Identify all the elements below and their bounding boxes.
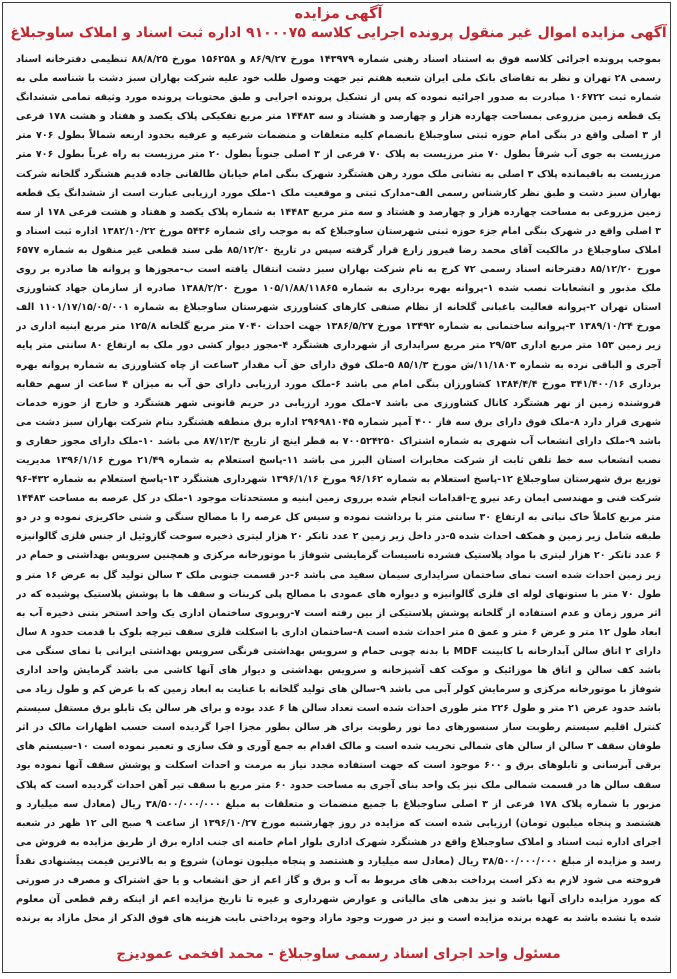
notice-title: آگهی مزایده (294, 6, 383, 22)
notice-body: بموجب پرونده اجرائی کلاسه فوق به استناد اسناد رهنی شماره ۱۴۳۹۷۹ مورخ ۸۶/۹/۲۷ و ۱۵۶۲۵۸ مورخ ۸۸/۸/۲۵ تنظیمی دفترخانه اسناد رسمی ۲۸ تهران و نظر به تقاضای بانک ملی ایران شعبه هفتم تیر جهت وصول طلب خود علیه شرکت بهاران سبز دشت با شناسه ملی به شماره ثبت ۱۰۶۷۲۲ مبادرت به صدور اجرائیه نموده که پس از تشکیل پرونده اجرایی و طبق محتویات پرونده مورد وثیقه تمامی ششدانگ یک قطعه زمین مزروعی بمساحت چهارده هزار و چهارصد و هشتاد و سه ۱۴۴۸۳ متر مربع تفکیکی پلاک یکصد و هفتاد و هشت ۱۷۸ فرعی از ۳ اصلی واقع در بنگی امام حوزه ثبتی ساوجبلاغ بانضمام کلیه متعلقات و منضمات شرعیه و عرفیه بحدود اربعه شمالاً بطول ۷۰۶ متر مرزیست به جوی آب شرقاً بطول ۷۰ متر مرزیست به پلاک ۷۰ فرعی از ۳ اصلی جنوباً بطول ۲۰ متر مرزیست به راه غرباً بطول ۷۰۶ متر مرزیست به باقیمانده پلاک ۳ اصلی به نشانی ملک مورد رهن هشتگرد شهرک بنگی امام خیابان طالقانی جاده قدیم هشتگرد گلخانه شرکت بهاران سبز دشت و طبق نظر کارشناس رسمی الف-مدارک ثبتی و موقعیت ملک ۱-ملک مورد ارزیابی عبارت است از ششدانگ یک قطعه زمین مزروعی به مساحت چهارده هزار و چهارصد و هشتاد و سه متر مربع ۱۴۴۸۳ به شماره پلاک یکصد و هفتاد و هشت فرعی ۱۷۸ از سه ۳ اصلی واقع در شهرک بنگی امام جزء حوزه ثبتی شهرستان ساوجبلاغ که به موجب رای شماره ۵۴۳۶ مورخ ۱۳۸۲/۱۰/۲۲ اداره ثبت اسناد و املاک ساوجبلاغ در مالکیت آقای محمد رضا فیروز زارع قرار گرفته سپس در تاریخ ۸۵/۱۲/۲۰ طی سند قطعی غیر منقول به شماره ۶۵۷۷ مورخ ۸۵/۱۲/۲۰ دفترخانه اسناد رسمی ۷۲ کرج به نام شرکت بهاران سبز دشت انتقال یافته است ب-مجوزها و پروانه ها صادره بر روی ملک مذبور و انشعابات نصب شده ۱-پروانه بهره برداری به شماره ۱۰۵/۱/۸۸/۱۱۸۶۵ مورخ ۱۳۸۸/۲/۲۰ صادره از سازمان جهاد کشاورزی استان تهران ۲-پروانه فعالیت باغبانی گلخانه از نظام صنفی کارهای کشاورزی شهرستان ساوجبلاغ به شماره ۱۱۰۱/۱۷/۱۵/۰۵/۰۰۱ الف مورخ ۱۳۸۹/۱۰/۲۴ ۳-پروانه ساختمانی به شماره ۱۳۴۹۲ مورخ ۱۳۸۶/۵/۲۷ جهت احداث ۷۰۴۰ متر مربع گلخانه ۱۲۵/۸ متر مربع ابنیه اداری در زیر زمین ۱۵۳ متر مربع اداری ۲۹/۵۳ متر مربع سرایداری از شهرداری هشتگرد ۴-مجوز دیوار کشی دور ملک به ارتفاع ۸۰ سانتی متر پایه آجری و الباقی نرده به شماره ۱۱/۱۸۰۳/ش مورخ ۸۵/۱/۳ ۵-ملک فوق دارای حق آب مقدار ۳ساعت از چاه کشاورزی به شماره پروانه بهره برداری ۳۴۱/۴۰۰/۱۶ مورخ ۱۳۸۴/۴/۴ کشاورزان بنگی امام می باشد ۶-ملک مورد ارزیابی دارای حق آب به میزان ۴ ساعت از سهم حقابه فروشنده زمین از نهر هشتگرد کانال کشاورزی می باشد ۷-ملک مورد ارزیابی در حریم قانونی شهر هشتگرد و خارج از حوزه خدمات شهری قرار دارد ۸-ملک فوق دارای برق سه فاز ۴۰۰ آمپر شماره ۲۹۶۹۸۱۰۴۵ اداره برق منطقه هشتگرد بنام شرکت بهاران سبز دشت می باشد ۹-ملک دارای انشعاب آب شهری به شماره اشتراک ۷۰۰۵۲۴۲۵۰ به قطر اینچ از تاریخ ۸۷/۱۲/۳ می باشد ۱۰-ملک دارای مجوز حفاری و نصب انشعاب سه خط تلفن ثابت از شرکت مخابرات استان البرز می باشد ۱۱-پاسخ استعلام به شماره ۲۱/۴۹ مورخ ۱۳۹۶/۱/۱۶ مدیریت توزیع برق شهرستان ساوجبلاغ ۱۲-پاسخ استعلام به شماره ۹۶/۱۶۲ مورخ ۱۳۹۶/۱/۱۶ شهرداری هشتگرد ۱۳-پاسخ استعلام به شماره ۴۳۲-۹۶ شرکت فنی و مهندسی ایمان رعد نیرو ج-اقدامات انجام شده برروی زمین ابنیه و مستحدثات موجود ۱-ملک در کل عرصه به مساحت ۱۴۴۸۳ متر مربع کاملاً خاک نباتی به ارتفاع ۳۰ سانتی متر با برداشت نموده و سیس کل عرصه را با مصالح سنگی و شنی خاکریزی نموده و در دو طبقه شامل زیر زمین و همکف احداث شده ۵-در داخل زیر زمین ۲ عدد تانکر ۲۰ هزار لیتری ذخیره سوخت گازوئیل از جنس فلزی گالوانیزه ۶ عدد تانکر ۲۰ هزار لیتری با مواد پلاستیک فشرده تاسیسات گرمایشی شوفاژ با موتورخانه مرکزی و همچنین سرویس بهداشتی و حمام در زیر زمین احداث شده است نمای ساختمان سرایداری سیمان سفید می باشد ۶-در قسمت جنوبی ملک ۳ سالن تولید گل به عرض ۱۶ متر و طول ۷۰ متر با ستونهای لوله ای فلزی گالوانیزه و دیواره های عمودی با مصالح پلی کربنات و سقف ها با پوشش پلاستیک پوشیده که در اثر مرور زمان و عدم استفاده از گلخانه پوشش پلاستیکی از بین رفته است ۷-روبروی ساختمان اداری یک واحد استخر بتنی ذخیره آب به ابعاد طول ۱۲ متر و عرض ۶ متر و عمق ۵ متر احداث شده است ۸-ساختمان اداری با اسکلت فلزی سقف تیرچه بلوک با قدمت حدود ۸ سال دارای ۲ اتاق سالن آبدارخانه با کابینت MDF با بدنه چوبی حمام و سرویس بهداشتی فرنگی سرویس بهداشتی ایرانی با نمای سنگی می باشد کف سالن و اتاق ها موزائیک و موکت کف آشپزخانه و سرویس بهداشتی و دیوار های آنها کاشی می باشد گرمایش واحد اداری شوفاژ با موتورخانه مرکزی و سرمایش کولر آبی می باشد ۹-سالن های تولید گلخانه با عنایت به ابعاد زمین که با عرض کم و طول زیاد می باشد حدود عرض ۲۱ متر و طول ۲۲۶ متر طوری احداث شده است تعداد سالن ها ۶ عدد بوده و برای هر سالن یک تابلو برق مستقل سیستم کنترل اقلیم سیستم رطوبت ساز سنسورهای دما نور رطوبت برای هر سالن بطور مجزا اجرا گردیده است حسب اظهارات مالک در اثر طوفان سقف ۳ سالن از سالن های شمالی تخریب شده است و مالک اقدام به جمع آوری و فک سازی و تعمیر نموده است ۱۰-سیستم های برقی آبرسانی و تابلوهای برق و ۶۰۰ موجود است که جهت استفاده مجدد نیاز به مرمت و احداث اسکلت و پوشش سقف آنها نموده بود سقف سالن ها در قسمت شمالی ملک نیز یک واحد بنای آجری به مساحت حدود ۶۰ متر مربع با سقف تیر آهن احداث گردیده است که پلاک مزبور با شماره پلاک ۱۷۸ فرعی از ۳ اصلی ساوجبلاغ با جمیع منضمات و متعلقات به مبلغ ۳۸/۵۰۰/۰۰۰/۰۰۰ ریال (معادل سه میلیارد و هشتصد و پنجاه میلیون تومان) ارزیابی شده است که مزایده در روز چهارشنبه مورخ ۱۳۹۶/۱۰/۲۷ از ساعت ۹ صبح الی ۱۲ ظهر در شعبه اجرای اداره ثبت اسناد و املاک ساوجبلاغ واقع در هشتگرد شهرک اداری بلوار امام خامنه ای جنب اداره برق از طریق مزایده به فروش می رسد و مزایده از مبلغ ۳۸/۵۰۰/۰۰۰/۰۰۰ ریال (معادل سه میلیارد و هشتصد و پنجاه میلیون تومان) شروع و به بالاترین قیمت پیشنهادی نقداً فروخته می شود لازم به ذکر است پرداخت بدهی های مربوط به آب و برق و گاز اعم از حق انشعاب و یا حق اشتراک و مصرف در صورتی که مورد مزایده دارای آنها باشد و نیز بدهی های مالیاتی و عوارض شهرداری و غیره تا تاریخ مزایده اعم از اینکه رقم قطعی آن معلوم شده یا نشده باشد به عهده برنده مزایده است و نیز در صورت وجود مازاد وجوه پرداختی بابت هزینه های فوق الذکر از محل مازاد به برنده (16, 54, 661, 925)
notice-subtitle: آگهی مزایده اموال غیر منقول پرونده اجرایی کلاسه ۹۱۰۰۰۷۵ اداره ثبت اسناد و املاک ساوجبلاغ (10, 25, 667, 41)
notice-signature: مسئول واحد اجرای اسناد رسمی ساوجبلاغ - محمد افخمی عمودیزج (116, 946, 561, 962)
